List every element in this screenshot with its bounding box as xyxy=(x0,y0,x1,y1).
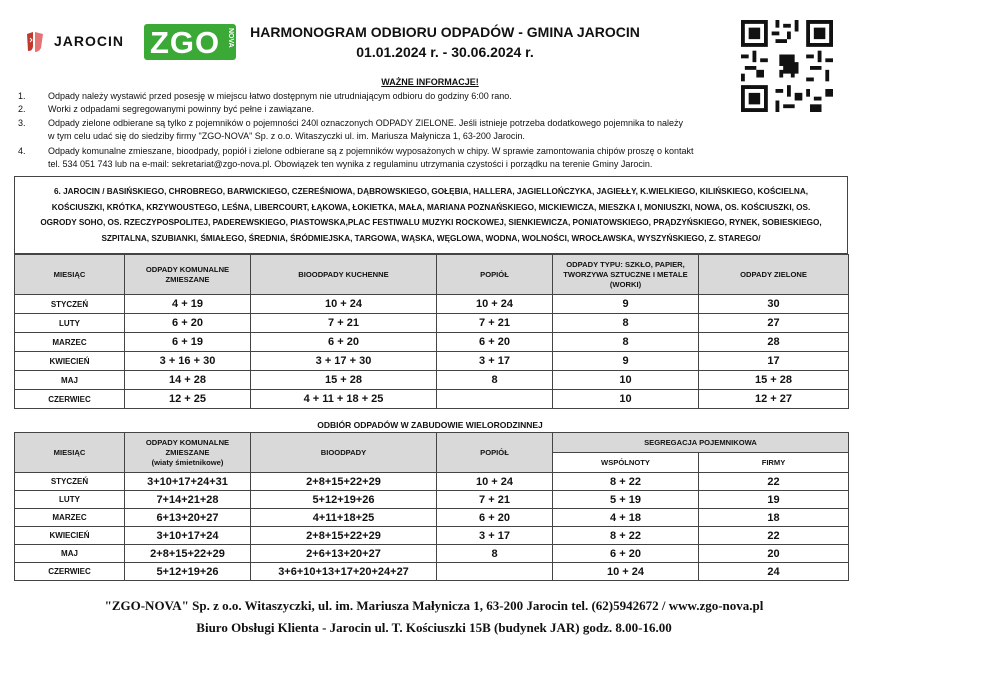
multi-family-title: ODBIÓR ODPADÓW W ZABUDOWIE WIELORODZINNEJ xyxy=(317,420,543,430)
header-segregation: SEGREGACJA POJEMNIKOWA xyxy=(553,433,849,453)
table-row: MAJ 14 + 28 15 + 28 8 10 15 + 28 xyxy=(15,371,849,390)
header-month: MIESIĄC xyxy=(15,433,125,473)
table-row: STYCZEŃ 4 + 19 10 + 24 10 + 24 9 30 xyxy=(15,295,849,314)
header-communities: WSPÓLNOTY xyxy=(553,453,699,473)
table-row: KWIECIEŃ 3+10+17+24 2+8+15+22+29 3 + 17 8 + 22 22 xyxy=(15,527,849,545)
header-ash: POPIÓŁ xyxy=(437,255,553,295)
zgo-nova-logo xyxy=(144,24,236,60)
table-header-row xyxy=(15,433,849,453)
jarocin-logo xyxy=(24,28,134,56)
header-mixed-waste: ODPADY KOMUNALNE ZMIESZANE xyxy=(125,255,251,295)
table-row: CZERWIEC 12 + 25 4 + 11 + 18 + 25 10 12 + 27 xyxy=(15,390,849,409)
street-line: KOŚCIUSZKI, KRÓTKA, KRZYWOUSTEGO, LEŚNA, LIBERCOURT, ŁĄKOWA, ŁOKIETKA, MAŁA, MARIANA POZNAŃSKIEGO, MICKIEWICZA, MIESZKA I, MONIUSZKI, NOWA, OS. KOŚCIUSZKI, OS. xyxy=(51,202,811,212)
header-biowaste: BIOODPADY xyxy=(251,433,437,473)
header-biowaste: BIOODPADY KUCHENNE xyxy=(251,255,437,295)
street-list xyxy=(14,176,848,254)
jarocin-logo-text: JAROCIN xyxy=(54,33,125,49)
header-recyclables: ODPADY TYPU: SZKŁO, PAPIER, TWORZYWA SZTUCZNE I METALE (WORKI) xyxy=(553,255,699,295)
jarocin-crest-icon xyxy=(24,30,46,54)
table-row: MARZEC 6+13+20+27 4+11+18+25 6 + 20 4 + 18 18 xyxy=(15,509,849,527)
schedule-table-multi-family xyxy=(14,432,849,581)
zgo-logo-text: ZGO xyxy=(150,25,221,60)
page-title xyxy=(250,22,640,62)
table-row: CZERWIEC 5+12+19+26 3+6+10+13+17+20+24+27 10 + 24 24 xyxy=(15,563,849,581)
header-month: MIESIĄC xyxy=(15,255,125,295)
info-heading: WAŻNE INFORMACJE! xyxy=(381,77,479,87)
header-ash: POPIÓŁ xyxy=(437,433,553,473)
table-header-row xyxy=(15,255,849,295)
schedule-table-single-family xyxy=(14,254,849,409)
street-line: SZPITALNA, SZUBIANKI, ŚMIAŁEGO, ŚREDNIA, ŚRÓDMIEJSKA, TARGOWA, WĄSKA, WĘGLOWA, WODNA, WOLNOŚCI, WROCŁAWSKA, WYSZYŃSKIEGO, Z. STAREGO/ xyxy=(101,233,761,243)
table-row: KWIECIEŃ 3 + 16 + 30 3 + 17 + 30 3 + 17 9 17 xyxy=(15,352,849,371)
footer-office-hours: Biuro Obsługi Klienta - Jarocin ul. T. Kościuszki 15B (budynek JAR) godz. 8.00-16.00 xyxy=(196,620,672,635)
table-row: LUTY 6 + 20 7 + 21 7 + 21 8 27 xyxy=(15,314,849,333)
header-mixed-waste: ODPADY KOMUNALNE ZMIESZANE (wiaty śmietnikowe) xyxy=(125,433,251,473)
table-row: STYCZEŃ 3+10+17+24+31 2+8+15+22+29 10 + 24 8 + 22 22 xyxy=(15,473,849,491)
table-row: MAJ 2+8+15+22+29 2+6+13+20+27 8 6 + 20 20 xyxy=(15,545,849,563)
zgo-logo-side-text: NOVA xyxy=(227,28,234,48)
header-firms: FIRMY xyxy=(699,453,849,473)
header-green-waste: ODPADY ZIELONE xyxy=(699,255,849,295)
table-row: MARZEC 6 + 19 6 + 20 6 + 20 8 28 xyxy=(15,333,849,352)
footer-company-address: "ZGO-NOVA" Sp. z o.o. Witaszyczki, ul. im. Mariusza Małynicza 1, 63-200 Jarocin tel. (62)5942672 / www.zgo-nova.pl xyxy=(104,598,764,613)
title-line-1: HARMONOGRAM ODBIORU ODPADÓW - GMINA JAROCIN xyxy=(250,24,640,40)
street-line: 6. JAROCIN / BASIŃSKIEGO, CHROBREGO, BARWICKIEGO, CZEREŚNIOWA, DĄBROWSKIEGO, GOŁĘBIA, HALLERA, JAGIELLOŃCZYKA, JAGIEŁŁY, K.WIELKIEGO, KILIŃSKIEGO, KOŚCIELNA, xyxy=(53,187,809,196)
info-list: 1. Odpady należy wystawić przed posesję w miejscu łatwo dostępnym nie utrudniającym odbioru do godziny 6:00 rano. 2. Worki z odpadami segregowanymi powinny być pełne i zawiązane. 3. Odpady zielone odbierane są tylko z pojemników o pojemności 240l oznaczonych ODPADY ZIELONE. Jeśli istnieje potrzeba dodatkowego pojemnika to należy w tym celu udać się do siedziby firmy "ZGO-NOVA" Sp. z o.o. Witaszyczki ul. im. Mariusza Małynicza 1, 63-200 Jarocin. 4. Odpady komunalne zmieszane, bioodpady, popiół i zielone odbierane są z pojemników wyposażonych w chipy. W sprawie zamontowania chipów proszę o kontakt tel. 534 051 743 lub na e-mail: sekretariat@zgo-nova.pl. Obowiązek ten wynika z regulaminu utrzymania czystości i porządku na terenie Gminy Jarocin. xyxy=(18,91,694,169)
title-line-2: 01.01.2024 r. - 30.06.2024 r. xyxy=(356,44,534,60)
table-row: LUTY 7+14+21+28 5+12+19+26 7 + 21 5 + 19 19 xyxy=(15,491,849,509)
street-line: OGRODY SOHO, OS. RZECZYPOSPOLITEJ, PADEREWSKIEGO, PIASTOWSKA,PLAC FESTIWALU MUZYKI ROCKOWEJ, SIENKIEWICZA, PONIATOWSKIEGO, PRĄDZYŃSKIEGO, RYNEK, SOBIESKIEGO, xyxy=(40,218,822,228)
